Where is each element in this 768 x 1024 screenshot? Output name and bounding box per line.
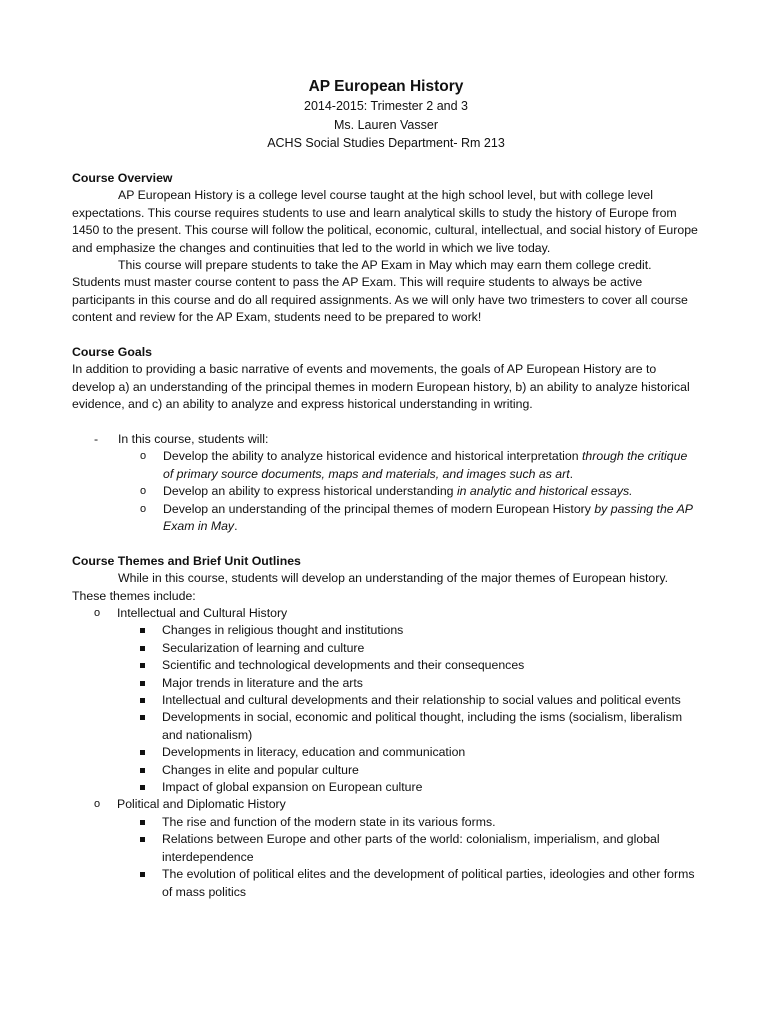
document-title: AP European History: [308, 78, 464, 95]
spacer: [72, 414, 700, 431]
list-item: Major trends in literature and the arts: [117, 675, 700, 692]
square-bullet-icon: [140, 750, 145, 755]
goals-paragraph: In addition to providing a basic narrative of events and movements, the goals of AP European History are to develop a) an understanding of the principal themes in modern European history, b) an ability to analyze historical evidence, and c) an ability to analyze and express historical understanding in writing.: [72, 362, 690, 412]
list-item: Intellectual and cultural developments and their relationship to social values and political events: [117, 692, 700, 709]
spacer: [72, 153, 700, 170]
list-item: o Develop an understanding of the principal themes of modern European History by passing the AP Exam in May.: [140, 501, 693, 533]
spacer: [72, 535, 700, 552]
list-item: o Develop the ability to analyze historical evidence and historical interpretation through the critique of primary source documents, maps and materials, and images such as art.: [140, 449, 688, 481]
list-item: Changes in elite and popular culture: [117, 762, 700, 779]
goals-intro: [72, 431, 700, 535]
square-bullet-icon: [140, 646, 145, 651]
theme-items: [117, 622, 700, 796]
list-item: Relations between Europe and other parts of the world: colonialism, imperialism, and global interdependence: [117, 831, 700, 866]
square-bullet-icon: [140, 837, 145, 842]
overview-paragraph-2: This course will prepare students to take the AP Exam in May which may earn them college credit. Students must master course content to pass the AP Exam. This will require students to always be active participants in this course and do all required assignments. As we will only have two trimesters to cover all course content and review for the AP Exam, students need to be prepared to work!: [72, 257, 688, 325]
themes-heading: Course Themes and Brief Unit Outlines: [72, 553, 301, 568]
theme-group-political: [26, 796, 700, 900]
circle-bullet-icon: o: [94, 798, 101, 811]
themes-list: [26, 605, 700, 901]
list-item: Scientific and technological developments and their consequences: [117, 657, 700, 674]
list-item: Developments in literacy, education and communication: [117, 744, 700, 761]
list-item: The rise and function of the modern state in its various forms.: [117, 814, 700, 831]
square-bullet-icon: [140, 820, 145, 825]
circle-bullet-icon: o: [140, 450, 147, 463]
square-bullet-icon: [140, 768, 145, 773]
themes-intro: While in this course, students will develop an understanding of the major themes of European history. These themes include:: [72, 571, 669, 603]
square-bullet-icon: [140, 663, 145, 668]
overview-heading: Course Overview: [72, 170, 173, 185]
document-header: [72, 77, 700, 153]
spacer: [72, 327, 700, 344]
list-item: o Develop an ability to express historical understanding in analytic and historical essays.: [72, 483, 700, 500]
list-item: Secularization of learning and culture: [117, 640, 700, 657]
goals-list: [72, 431, 700, 535]
goals-intro-text: In this course, students will:: [118, 431, 269, 446]
circle-bullet-icon: o: [140, 485, 147, 498]
overview-paragraph-1: AP European History is a college level course taught at the high school level, but with college level expectations. This course requires students to use and learn analytical skills to study the history of Europe from 1450 to the present. This course will follow the political, economic, cultural, intellectual, and social history of Europe and emphasize the changes and continuities that led to the world in which we live today.: [72, 188, 698, 255]
square-bullet-icon: [140, 715, 145, 720]
square-bullet-icon: [140, 628, 145, 633]
theme-group-intellectual: [26, 605, 700, 796]
circle-bullet-icon: o: [140, 502, 147, 515]
square-bullet-icon: [140, 785, 145, 790]
teacher-line: Ms. Lauren Vasser: [334, 117, 438, 132]
square-bullet-icon: [140, 872, 145, 877]
theme-title: Political and Diplomatic History: [117, 797, 286, 812]
list-item: The evolution of political elites and the development of political parties, ideologies and other forms of mass politics: [117, 866, 700, 901]
theme-items: [117, 814, 700, 901]
theme-title: Intellectual and Cultural History: [117, 606, 288, 620]
department-line: ACHS Social Studies Department- Rm 213: [267, 136, 505, 150]
square-bullet-icon: [140, 681, 145, 686]
list-item: Changes in religious thought and institutions: [117, 622, 700, 639]
term-line: 2014-2015: Trimester 2 and 3: [304, 99, 468, 113]
circle-bullet-icon: o: [94, 607, 101, 619]
square-bullet-icon: [140, 698, 145, 703]
list-item: Impact of global expansion on European culture: [117, 779, 700, 796]
goals-heading: Course Goals: [72, 344, 152, 359]
goals-sublist: [118, 448, 700, 535]
list-item: Developments in social, economic and political thought, including the isms (socialism, liberalism and nationalism): [117, 709, 700, 744]
document-body: [72, 77, 700, 901]
